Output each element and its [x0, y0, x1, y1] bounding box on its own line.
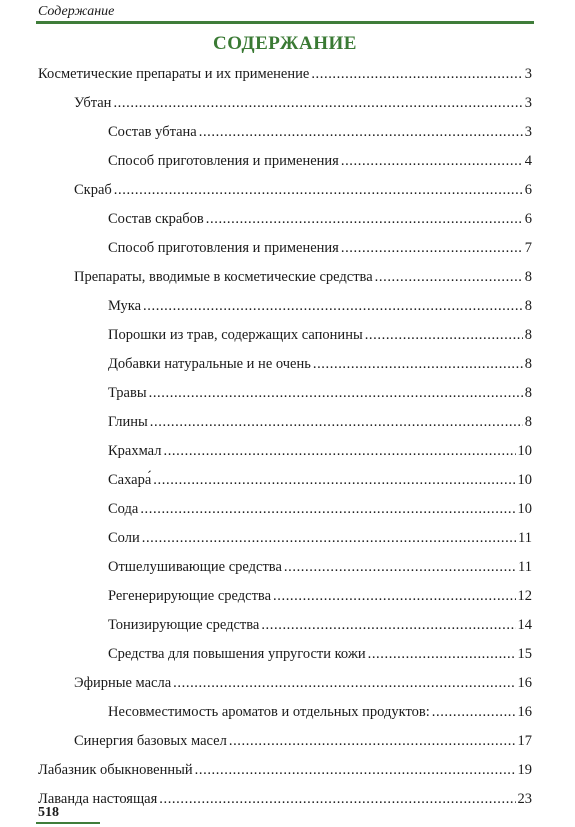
toc-entry-page-number: 23 [517, 791, 532, 807]
header-rule [36, 21, 534, 24]
toc-entry[interactable] [38, 582, 532, 611]
toc-entry[interactable] [38, 669, 532, 698]
toc-entry[interactable] [38, 147, 532, 176]
toc-dot-leader [432, 698, 516, 727]
toc-entry-page-number: 10 [517, 501, 532, 517]
toc-entry-label: Несовместимость ароматов и отдельных продуктов: [108, 704, 430, 720]
toc-entry[interactable] [38, 89, 532, 118]
toc-entry-page-number: 7 [524, 240, 532, 256]
toc-entry[interactable] [38, 466, 532, 495]
toc-entry-page-number: 6 [524, 182, 532, 198]
toc-entry[interactable] [38, 176, 532, 205]
toc-entry[interactable] [38, 437, 532, 466]
toc-entry-label: Способ приготовления и применения [108, 153, 339, 169]
toc-entry-label: Лаванда настоящая [38, 791, 158, 807]
toc-entry-label: Мука [108, 298, 142, 314]
toc-entry-label: Препараты, вводимые в косметические средства [74, 269, 373, 285]
toc-entry[interactable] [38, 524, 532, 553]
toc-entry-label: Скраб [74, 182, 112, 198]
running-head: Содержание [38, 4, 115, 19]
toc-entry-page-number: 16 [517, 704, 532, 720]
toc-entry-page-number: 8 [524, 327, 532, 343]
toc-dot-leader [153, 466, 515, 495]
toc-entry-label: Убтан [74, 95, 112, 111]
table-of-contents [38, 60, 532, 814]
toc-entry[interactable] [38, 205, 532, 234]
toc-entry-page-number: 8 [524, 269, 532, 285]
toc-entry[interactable] [38, 292, 532, 321]
toc-entry-page-number: 8 [524, 414, 532, 430]
toc-dot-leader [173, 669, 515, 698]
toc-entry-page-number: 6 [524, 211, 532, 227]
toc-entry-page-number: 12 [517, 588, 532, 604]
toc-entry-page-number: 8 [524, 356, 532, 372]
toc-entry-page-number: 3 [524, 66, 532, 82]
toc-entry[interactable] [38, 611, 532, 640]
toc-entry-page-number: 11 [518, 559, 532, 575]
toc-entry-label: Сода [108, 501, 139, 517]
toc-entry-label: Эфирные масла [74, 675, 172, 691]
toc-entry-page-number: 19 [517, 762, 532, 778]
toc-entry[interactable] [38, 756, 532, 785]
toc-entry[interactable] [38, 727, 532, 756]
toc-entry-page-number: 14 [517, 617, 532, 633]
toc-entry[interactable] [38, 379, 532, 408]
toc-dot-leader [143, 292, 523, 321]
toc-entry[interactable] [38, 118, 532, 147]
toc-entry-page-number: 15 [517, 646, 532, 662]
page-title: СОДЕРЖАНИЕ [213, 33, 357, 54]
toc-entry-page-number: 8 [524, 298, 532, 314]
toc-entry-page-number: 17 [517, 733, 532, 749]
page-number: 518 [38, 805, 59, 820]
toc-dot-leader [284, 553, 516, 582]
toc-entry-label: Состав убтана [108, 124, 197, 140]
toc-entry-label: Сахара́ [108, 472, 152, 488]
toc-entry[interactable] [38, 553, 532, 582]
toc-dot-leader [261, 611, 515, 640]
toc-dot-leader [150, 408, 523, 437]
toc-entry[interactable] [38, 408, 532, 437]
toc-entry-page-number: 3 [524, 124, 532, 140]
toc-entry[interactable] [38, 495, 532, 524]
toc-dot-leader [149, 379, 523, 408]
toc-dot-leader [311, 60, 522, 89]
toc-entry-label: Травы [108, 385, 147, 401]
toc-entry-page-number: 10 [517, 443, 532, 459]
toc-dot-leader [365, 321, 523, 350]
toc-entry[interactable] [38, 698, 532, 727]
toc-entry-page-number: 8 [524, 385, 532, 401]
toc-dot-leader [114, 176, 523, 205]
toc-entry-label: Способ приготовления и применения [108, 240, 339, 256]
toc-dot-leader [368, 640, 516, 669]
toc-dot-leader [206, 205, 523, 234]
toc-dot-leader [140, 495, 515, 524]
toc-entry-label: Синергия базовых масел [74, 733, 227, 749]
toc-dot-leader [375, 263, 523, 292]
toc-dot-leader [113, 89, 522, 118]
toc-entry[interactable] [38, 350, 532, 379]
toc-entry[interactable] [38, 263, 532, 292]
toc-entry-page-number: 11 [518, 530, 532, 546]
toc-entry-label: Средства для повышения упругости кожи [108, 646, 366, 662]
toc-dot-leader [341, 147, 523, 176]
toc-entry-label: Добавки натуральные и не очень [108, 356, 311, 372]
toc-dot-leader [159, 785, 515, 814]
toc-entry-label: Глины [108, 414, 148, 430]
toc-entry-page-number: 3 [524, 95, 532, 111]
toc-entry-page-number: 4 [524, 153, 532, 169]
toc-entry-label: Порошки из трав, содержащих сапонины [108, 327, 363, 343]
toc-entry-label: Крахмал [108, 443, 162, 459]
toc-dot-leader [229, 727, 516, 756]
toc-entry-label: Состав скрабов [108, 211, 204, 227]
toc-entry[interactable] [38, 321, 532, 350]
toc-dot-leader [199, 118, 523, 147]
toc-dot-leader [341, 234, 523, 263]
toc-entry-label: Регенерирующие средства [108, 588, 272, 604]
toc-entry-label: Соли [108, 530, 140, 546]
toc-entry[interactable] [38, 234, 532, 263]
toc-entry-page-number: 16 [517, 675, 532, 691]
toc-dot-leader [163, 437, 515, 466]
toc-entry[interactable] [38, 60, 532, 89]
toc-entry[interactable] [38, 785, 532, 814]
toc-entry-label: Лабазник обыкновенный [38, 762, 193, 778]
toc-entry-label: Тонизирующие средства [108, 617, 260, 633]
toc-dot-leader [273, 582, 515, 611]
toc-entry-page-number: 10 [517, 472, 532, 488]
toc-dot-leader [313, 350, 523, 379]
toc-dot-leader [195, 756, 516, 785]
toc-dot-leader [142, 524, 516, 553]
footer-rule [36, 822, 100, 824]
toc-entry-label: Отшелушивающие средства [108, 559, 282, 575]
toc-entry[interactable] [38, 640, 532, 669]
toc-entry-label: Косметические препараты и их применение [38, 66, 310, 82]
